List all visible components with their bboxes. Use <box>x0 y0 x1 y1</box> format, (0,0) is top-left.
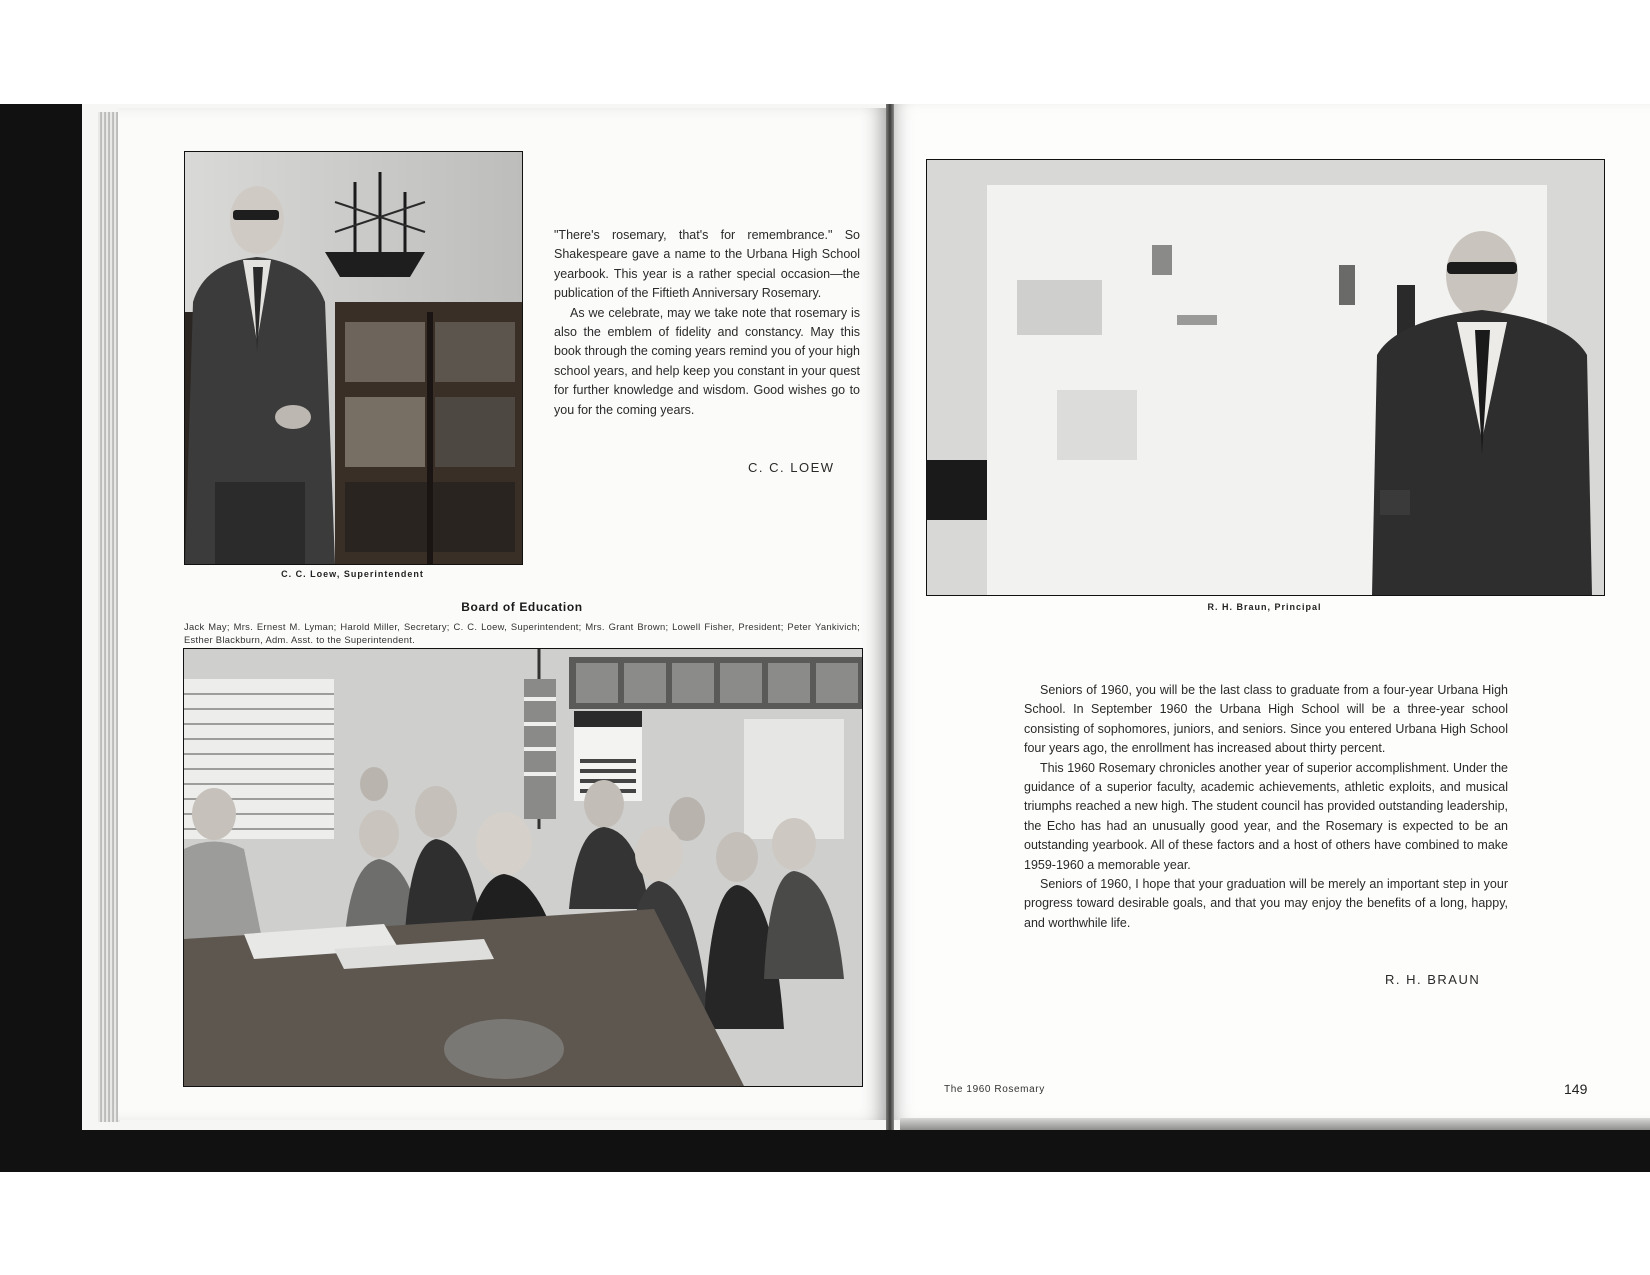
superintendent-signature: C. C. LOEW <box>748 460 835 475</box>
principal-caption: R. H. Braun, Principal <box>1207 602 1322 612</box>
superintendent-photo <box>184 151 523 565</box>
page-edges-bottom <box>900 1118 1650 1130</box>
principal-signature: R. H. BRAUN <box>1385 972 1481 987</box>
board-photo-image <box>184 649 862 1086</box>
superintendent-caption: C. C. Loew, Superintendent <box>281 569 424 579</box>
superintendent-message <box>554 226 860 420</box>
yearbook-footer: The 1960 Rosemary <box>944 1084 1045 1095</box>
message-paragraph: Seniors of 1960, I hope that your graduation will be merely an important step in your progress toward desirable goals, and that you may enjoy the benefits of a long, happy, and worthwhile life. <box>1024 877 1508 930</box>
principal-photo <box>926 159 1605 596</box>
message-paragraph: As we celebrate, may we take note that rosemary is also the emblem of fidelity and constancy. May this book through the coming years remind you of your high school years, and help keep you constant in your quest for further knowledge and wisdom. Good wishes go to you for the coming years. <box>554 305 860 417</box>
page-edges <box>98 112 120 1122</box>
book-gutter <box>886 104 894 1130</box>
page-number: 149 <box>1564 1081 1588 1097</box>
message-paragraph: Seniors of 1960, you will be the last class to graduate from a four-year Urbana High School. In September 1960 the Urbana High School will be a three-year school consisting of sophomores, juniors, and seniors. Since you entered Urbana High School four years ago, the enrollment has increased about thirty percent. <box>1024 683 1508 756</box>
principal-photo-image <box>927 160 1604 595</box>
message-paragraph: This 1960 Rosemary chronicles another year of superior accomplishment. Under the guidance of a superior faculty, academic achievements, athletic exploits, and musical triumphs reached a new high. The student council has provided outstanding leadership, the Echo has had an unusually good year, and the Rosemary is expected to be an outstanding yearbook. All of these factors and a host of others have combined to make 1959-1960 a memorable year. <box>1024 760 1508 872</box>
principal-message <box>1024 681 1508 933</box>
message-paragraph: "There's rosemary, that's for remembrance." So Shakespeare gave a name to the Urbana High School yearbook. This year is a rather special occasion—the publication of the Fiftieth Anniversary Rosemary. <box>554 228 860 301</box>
board-members-list: Jack May; Mrs. Ernest M. Lyman; Harold Miller, Secretary; C. C. Loew, Superintendent; Mrs. Grant Brown; Lowell Fisher, President; Peter Yankivich; Esther Blackburn, Adm. Asst. to the Superintendent. <box>184 621 860 645</box>
superintendent-photo-image <box>185 152 522 564</box>
board-heading: Board of Education <box>461 600 583 614</box>
board-photo <box>183 648 863 1087</box>
